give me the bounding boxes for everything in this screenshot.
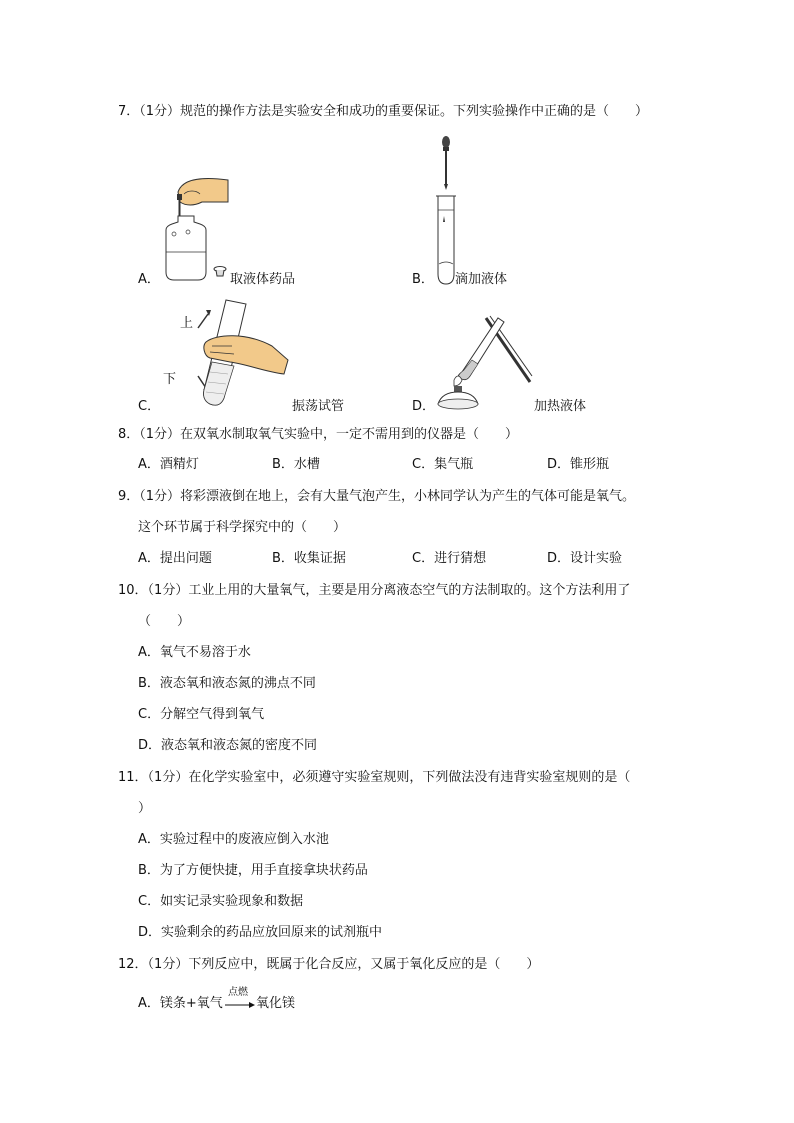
reaction-condition: 点燃: [228, 987, 248, 998]
q7-option-b-letter: B．: [412, 272, 434, 287]
q9-option-b: B．收集证据: [272, 551, 346, 566]
q10-stem-line1: 10．（1分）工业上用的大量氧气，主要是用分离液态空气的方法制取的。这个方法利用了: [118, 583, 631, 598]
q10-option-c: C．分解空气得到氧气: [138, 707, 265, 722]
q8-option-a: A．酒精灯: [138, 457, 199, 472]
q7-option-d-letter: D．: [412, 399, 436, 414]
q9-stem-line1: 9．（1分）将彩漂液倒在地上，会有大量气泡产生，小林同学认为产生的气体可能是氧气。: [118, 489, 636, 504]
q10-option-a: A．氧气不易溶于水: [138, 645, 251, 660]
bottle-stopper-icon: [213, 266, 227, 278]
q12-stem: 12．（1分）下列反应中，既属于化合反应，又属于氧化反应的是（ ）: [118, 957, 540, 972]
q11-stem-line2: ）: [138, 801, 152, 816]
up-label: 上: [180, 316, 194, 331]
q10-option-d: D．液态氧和液态氮的密度不同: [138, 738, 318, 753]
q7-option-c-caption: 振荡试管: [292, 399, 345, 414]
figure-d-heating-liquid: [432, 310, 536, 414]
q7-option-c-letter: C．: [138, 399, 161, 414]
q9-option-c: C．进行猜想: [412, 551, 487, 566]
q12-option-a-right: 氧化镁: [256, 996, 296, 1011]
down-label: 下: [163, 372, 177, 387]
q11-option-a: A．实验过程中的废液应倒入水池: [138, 832, 329, 847]
q9-option-d: D．设计实验: [547, 551, 623, 566]
q8-option-c: C．集气瓶: [412, 457, 474, 472]
q9-stem-line2: 这个环节属于科学探究中的（ ）: [138, 520, 347, 535]
q7-option-b-caption: 滴加液体: [455, 272, 508, 287]
q8-option-b: B．水槽: [272, 457, 320, 472]
q11-option-d: D．实验剩余的药品应放回原来的试剂瓶中: [138, 925, 383, 940]
q9-option-a: A．提出问题: [138, 551, 212, 566]
q12-option-a-left: A．镁条+氧气: [138, 996, 223, 1011]
figure-b-dropper-tube: [432, 134, 462, 290]
figure-c-shaking-tube: [176, 298, 294, 410]
q8-stem: 8．（1分）在双氧水制取氧气实验中，一定不需用到的仪器是（ ）: [118, 427, 519, 442]
q11-stem-line1: 11．（1分）在化学实验室中，必须遵守实验室规则，下列做法没有违背实验室规则的是（: [118, 770, 631, 785]
q7-option-a-letter: A．: [138, 272, 160, 287]
q8-option-d: D．锥形瓶: [547, 457, 610, 472]
q10-stem-line2: （ ）: [138, 614, 191, 629]
q10-option-b: B．液态氧和液态氮的沸点不同: [138, 676, 316, 691]
q7-option-a-caption: 取液体药品: [230, 272, 296, 287]
q7-option-d-caption: 加热液体: [534, 399, 587, 414]
reaction-arrow-icon: [225, 1001, 255, 1009]
q11-option-c: C．如实记录实验现象和数据: [138, 894, 304, 909]
q11-option-b: B．为了方便快捷，用手直接拿块状药品: [138, 863, 368, 878]
q7-stem: 7．（1分）规范的操作方法是实验安全和成功的重要保证。下列实验操作中正确的是（ ）: [118, 104, 649, 119]
